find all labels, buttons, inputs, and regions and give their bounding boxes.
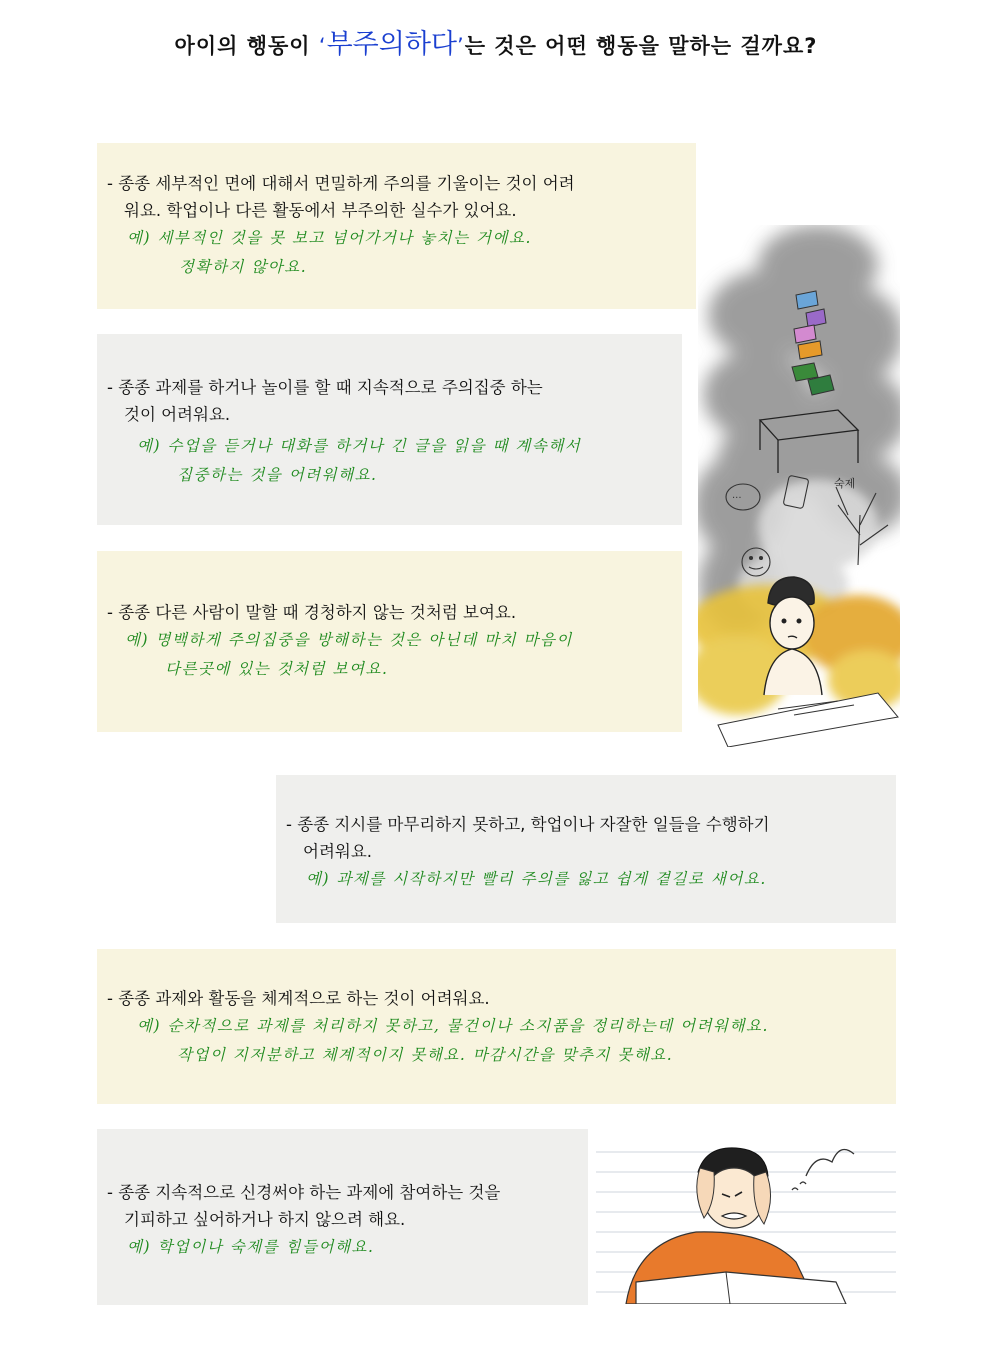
example-text: 다른곳에 있는 것처럼 보여요. xyxy=(165,660,389,678)
example-text: 정확하지 않아요. xyxy=(179,258,308,276)
example-text: 작업이 지저분하고 체계적이지 못해요. 마감시간을 맞추지 못해요. xyxy=(177,1046,674,1064)
example-text: 집중하는 것을 어려워해요. xyxy=(177,466,378,484)
distracted-student-drawing-icon xyxy=(698,225,900,747)
item-box-2: - 종종 과제를 하거나 놀이를 할 때 지속적으로 주의집중 하는 것이 어려워요. 예) 수업을 듣거나 대화를 하거나 긴 글을 읽을 때 계속해서 집중하는 것을 어려워해요. xyxy=(97,334,682,525)
title-highlight: 부주의하다 xyxy=(326,29,457,60)
item-box-6: - 종종 지속적으로 신경써야 하는 과제에 참여하는 것을 기피하고 싶어하거나 하지 않으려 해요. 예) 학업이나 숙제를 힘들어해요. xyxy=(97,1129,588,1305)
item-box-4: - 종종 지시를 마무리하지 못하고, 학업이나 자잘한 일들을 수행하기 어려워요. 예) 과제를 시작하지만 빨리 주의를 잃고 쉽게 곁길로 새어요. xyxy=(276,775,896,923)
svg-text:···: ··· xyxy=(732,493,742,504)
example-text: 예) 순차적으로 과제를 처리하지 못하고, 물건이나 소지품을 정리하는데 어려워해요. xyxy=(137,1017,769,1035)
item-box-1: - 종종 세부적인 면에 대해서 면밀하게 주의를 기울이는 것이 어려 워요. 학업이나 다른 활동에서 부주의한 실수가 있어요. 예) 세부적인 것을 못 보고 넘어가거나 놓치는 거에요. 정확하지 않아요. xyxy=(97,143,696,309)
frustrated-student-illustration xyxy=(596,1132,896,1304)
item-box-5: - 종종 과제와 활동을 체계적으로 하는 것이 어려워요. 예) 순차적으로 과제를 처리하지 못하고, 물건이나 소지품을 정리하는데 어려워해요. 작업이 지저분하고 체계적이지 못해요. 마감시간을 맞추지 못해요. xyxy=(97,949,896,1104)
item-box-3: - 종종 다른 사람이 말할 때 경청하지 않는 것처럼 보여요. 예) 명백하게 주의집중을 방해하는 것은 아닌데 마치 마음이 다른곳에 있는 것처럼 보여요. xyxy=(97,551,682,732)
example-text: 예) 과제를 시작하지만 빨리 주의를 잃고 쉽게 곁길로 새어요. xyxy=(306,870,767,888)
example-text: 예) 수업을 듣거나 대화를 하거나 긴 글을 읽을 때 계속해서 xyxy=(137,437,582,455)
page-title: 아이의 행동이 ‘부주의하다’는 것은 어떤 행동을 말하는 걸까요? xyxy=(174,29,818,60)
example-text: 예) 학업이나 숙제를 힘들어해요. xyxy=(127,1238,375,1256)
example-text: 예) 명백하게 주의집중을 방해하는 것은 아닌데 마치 마음이 xyxy=(125,631,573,649)
example-text: 예) 세부적인 것을 못 보고 넘어가거나 놓치는 거에요. xyxy=(127,229,532,247)
homework-label: 숙제 xyxy=(834,477,856,490)
distracted-student-illustration xyxy=(698,225,900,747)
frustrated-student-drawing-icon xyxy=(596,1132,896,1304)
